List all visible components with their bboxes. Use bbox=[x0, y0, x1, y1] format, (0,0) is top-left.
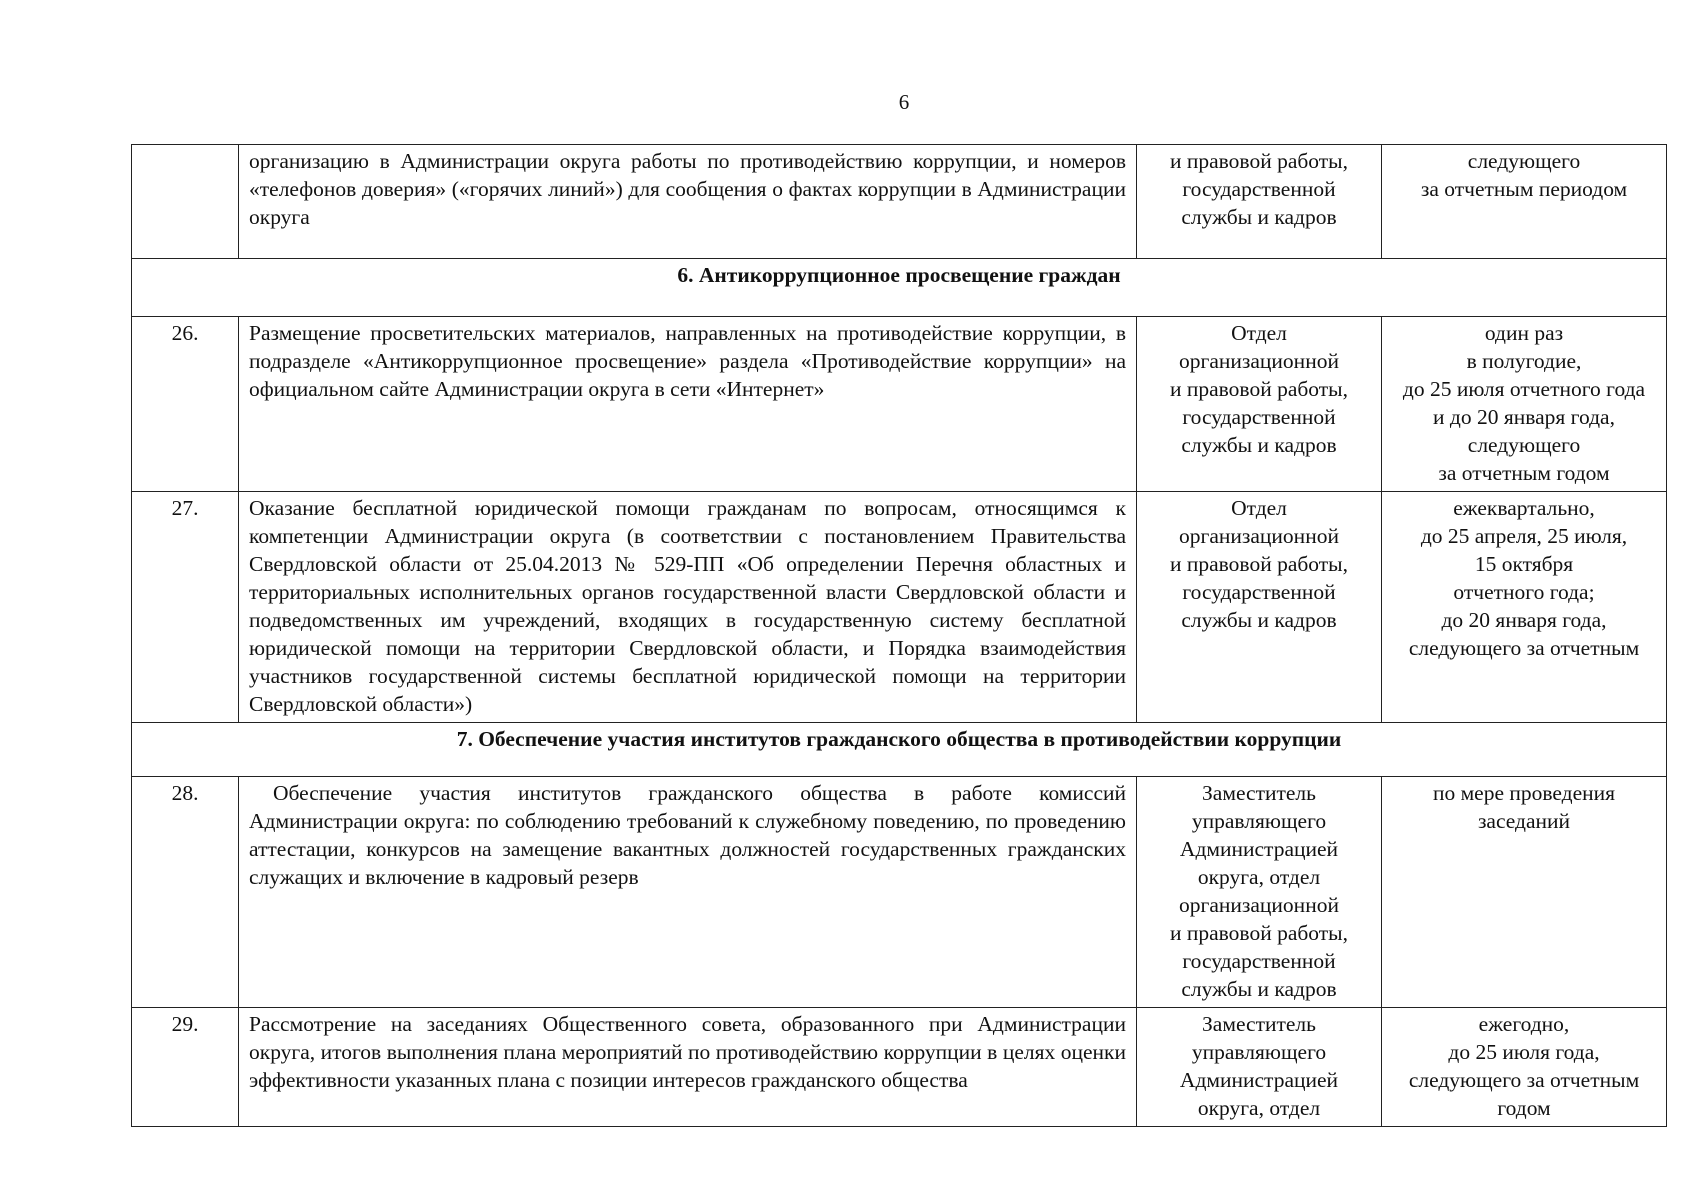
row-responsible: Заместитель управляющего Администрацией округа, отдел bbox=[1137, 1008, 1382, 1127]
table-row bbox=[132, 317, 1667, 492]
row-term: ежеквартально, до 25 апреля, 25 июля, 15 октября отчетного года; до 20 января года, следующего за отчетным bbox=[1382, 492, 1667, 723]
row-responsible: Отдел организационной и правовой работы, государственной службы и кадров bbox=[1137, 317, 1382, 492]
table-row bbox=[132, 492, 1667, 723]
row-term: следующего за отчетным периодом bbox=[1382, 145, 1667, 259]
row-responsible: и правовой работы, государственной службы и кадров bbox=[1137, 145, 1382, 259]
section-title: 6. Антикоррупционное просвещение граждан bbox=[132, 259, 1667, 317]
row-number: 29. bbox=[132, 1008, 239, 1127]
section-title: 7. Обеспечение участия институтов гражданского общества в противодействии коррупции bbox=[132, 723, 1667, 777]
table-row bbox=[132, 1008, 1667, 1127]
row-description: Рассмотрение на заседаниях Общественного совета, образованного при Администрации округа, итогов выполнения плана мероприятий по противодействию коррупции в целях оценки эффективности указанных плана с позиции интересов гражданского общества bbox=[239, 1008, 1137, 1127]
row-number: 27. bbox=[132, 492, 239, 723]
row-number-cell bbox=[132, 145, 239, 259]
section-header-7 bbox=[132, 723, 1667, 777]
row-responsible: Заместитель управляющего Администрацией округа, отдел организационной и правовой работы, государственной службы и кадров bbox=[1137, 777, 1382, 1008]
section-header-6 bbox=[132, 259, 1667, 317]
row-term: один раз в полугодие, до 25 июля отчетного года и до 20 января года, следующего за отчетным годом bbox=[1382, 317, 1667, 492]
row-description: Оказание бесплатной юридической помощи гражданам по вопросам, относящимся к компетенции Администрации округа (в соответствии с постановлением Правительства Свердловской области от 25.04.2013 № 529-ПП «Об определении Перечня областных и территориальных исполнительных органов государственной власти Свердловской области и подведомственных им учреждений, входящих в государственную систему бесплатной юридической помощи на территории Свердловской области, и Порядка взаимодействия участников государственной системы бесплатной юридической помощи на территории Свердловской области») bbox=[239, 492, 1137, 723]
row-number: 28. bbox=[132, 777, 239, 1008]
row-description: Размещение просветительских материалов, направленных на противодействие коррупции, в подразделе «Антикоррупционное просвещение» раздела «Противодействие коррупции» на официальном сайте Администрации округа в сети «Интернет» bbox=[239, 317, 1137, 492]
page-number: 6 bbox=[898, 90, 910, 114]
row-term: ежегодно, до 25 июля года, следующего за отчетным годом bbox=[1382, 1008, 1667, 1127]
table-row-continued bbox=[132, 145, 1667, 259]
table-row bbox=[132, 777, 1667, 1008]
row-description: Обеспечение участия институтов гражданского общества в работе комиссий Администрации округа: по соблюдению требований к служебному поведению, по проведению аттестации, конкурсов на замещение вакантных должностей государственных гражданских служащих и включение в кадровый резерв bbox=[239, 777, 1137, 1008]
row-description: организацию в Администрации округа работы по противодействию коррупции, и номеров «телефонов доверия» («горячих линий») для сообщения о фактах коррупции в Администрации округа bbox=[239, 145, 1137, 259]
row-term: по мере проведения заседаний bbox=[1382, 777, 1667, 1008]
anticorruption-plan-table bbox=[131, 144, 1667, 1127]
row-number: 26. bbox=[132, 317, 239, 492]
row-responsible: Отдел организационной и правовой работы, государственной службы и кадров bbox=[1137, 492, 1382, 723]
